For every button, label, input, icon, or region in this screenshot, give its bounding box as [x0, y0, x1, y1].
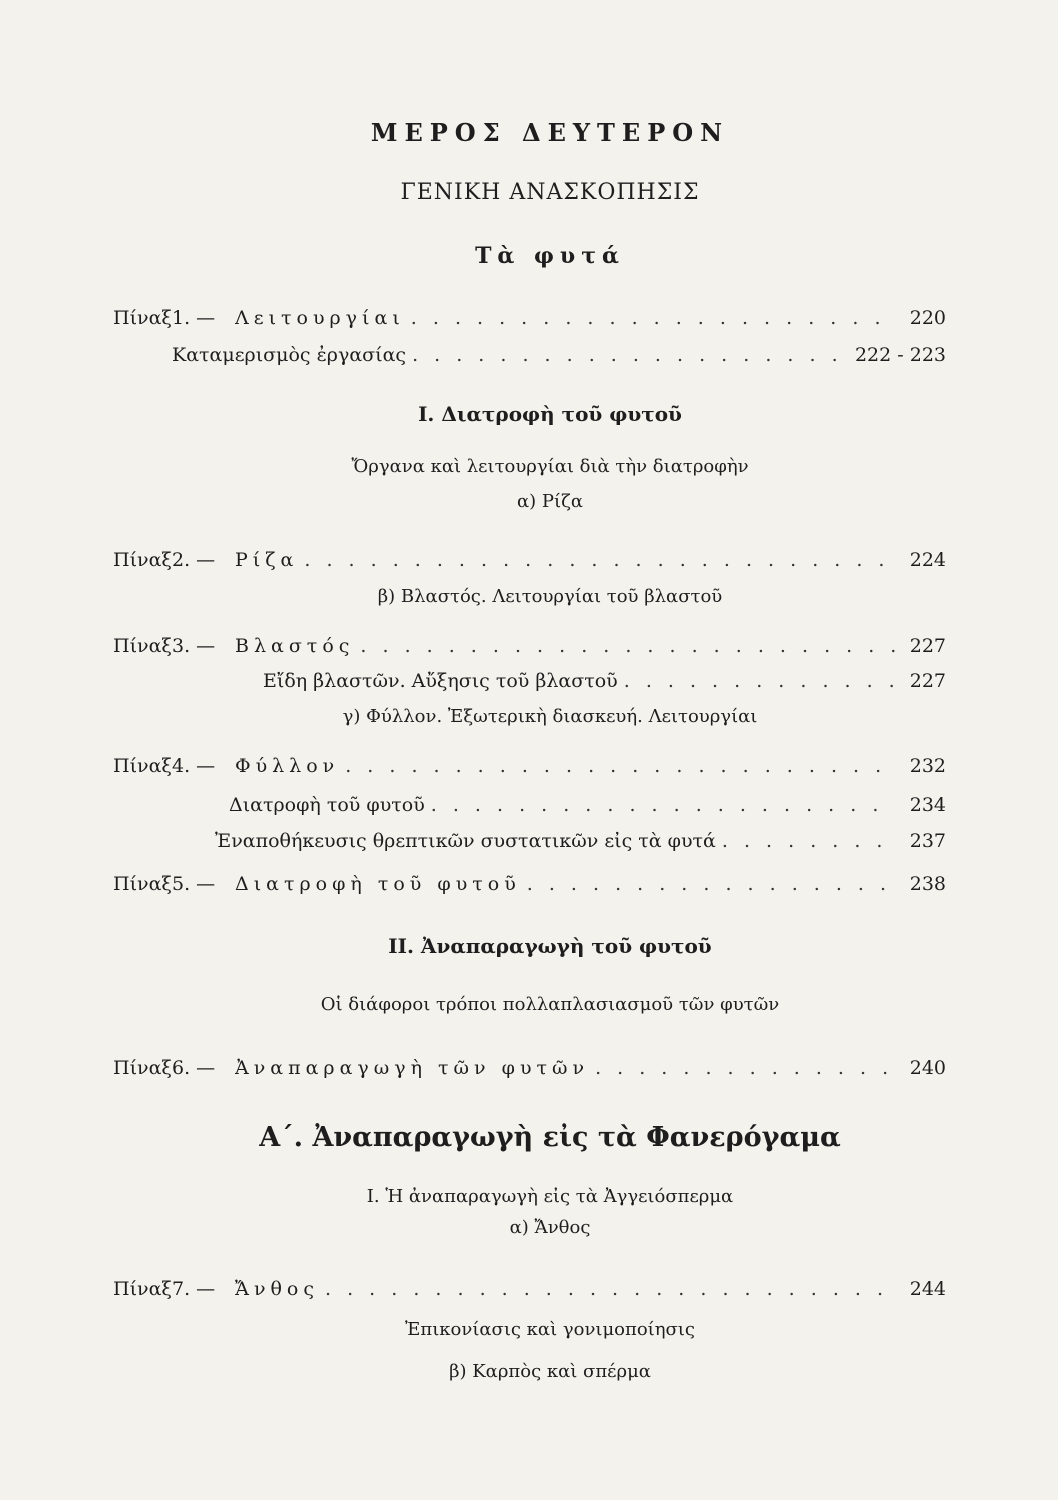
- toc-entry: [0, 546, 1058, 574]
- table-number: 7. —: [172, 1278, 216, 1300]
- page-number: 234: [909, 794, 946, 816]
- leader-dots: [595, 1054, 895, 1082]
- page-number: 220: [909, 307, 946, 329]
- subsection-heading-pollination: Ἐπικονίασις καὶ γονιμοποίησις: [405, 1319, 695, 1340]
- page-number: 224: [909, 549, 946, 571]
- entry-title: Διατροφὴ τοῦ φυτοῦ: [229, 794, 425, 816]
- entry-title: Βλαστός: [235, 635, 355, 657]
- toc-entry: [0, 870, 1058, 898]
- entry-title: Ἀναπαραγωγὴ τῶν φυτῶν: [235, 1057, 590, 1079]
- page-number: 237: [909, 830, 946, 852]
- entry-title: Διατροφὴ τοῦ φυτοῦ: [235, 873, 521, 895]
- toc-entry: [0, 1054, 1058, 1082]
- entry-title: Ἐναποθήκευσις θρεπτικῶν συστατικῶν εἰς τὰ φυτά: [215, 830, 716, 852]
- page-number: 238: [909, 873, 946, 895]
- subsection-heading-stem: β) Βλαστός. Λειτουργίαι τοῦ βλαστοῦ: [377, 586, 723, 607]
- table-label: Πίναξ: [113, 549, 172, 571]
- table-number: 1. —: [172, 307, 216, 329]
- leader-dots: [345, 752, 895, 780]
- entry-title: Ρίζα: [235, 549, 299, 571]
- section-heading-reproduction: II. Ἀναπαραγωγὴ τοῦ φυτοῦ: [388, 934, 712, 958]
- entry-title: Καταμερισμὸς ἐργασίας: [172, 344, 407, 366]
- leader-dots: [431, 791, 895, 819]
- table-number: 6. —: [172, 1057, 216, 1079]
- entry-title: Ἄνθος: [235, 1278, 320, 1300]
- page-number: 240: [909, 1057, 946, 1079]
- toc-entry: [0, 1275, 1058, 1303]
- chapter-heading-phanerogams: Α΄. Ἀναπαραγωγὴ εἰς τὰ Φανερόγαμα: [259, 1122, 841, 1153]
- entry-title: Φύλλον: [235, 755, 340, 777]
- page-number: 232: [909, 755, 946, 777]
- leader-dots: [325, 1275, 895, 1303]
- leader-dots: [360, 632, 895, 660]
- table-label: Πίναξ: [113, 873, 172, 895]
- section-heading-nutrition: I. Διατροφὴ τοῦ φυτοῦ: [418, 402, 682, 426]
- leader-dots: [304, 546, 895, 574]
- table-label: Πίναξ: [113, 1278, 172, 1300]
- subsection-heading-flower: α) Ἄνθος: [509, 1217, 591, 1238]
- entry-title: Εἴδη βλαστῶν. Αὔξησις τοῦ βλαστοῦ: [263, 670, 618, 692]
- toc-entry: [0, 632, 1058, 660]
- section-subheading: Οἱ διάφοροι τρόποι πολλαπλασιασμοῦ τῶν φυτῶν: [320, 994, 780, 1015]
- subsection-heading-fruit: β) Καρπὸς καὶ σπέρμα: [449, 1361, 651, 1382]
- plants-heading: Τὰ φυτά: [475, 243, 625, 269]
- entry-title: Λειτουργίαι: [235, 307, 405, 329]
- leader-dots: [412, 341, 842, 369]
- page-number: 227: [909, 670, 946, 692]
- toc-entry: [0, 752, 1058, 780]
- toc-entry: [0, 341, 1058, 369]
- toc-entry: [0, 667, 1058, 695]
- toc-entry: [0, 827, 1058, 855]
- leader-dots: [624, 667, 895, 695]
- section-subheading: Ὄργανα καὶ λειτουργίαι διὰ τὴν διατροφὴν: [351, 456, 749, 477]
- table-number: 5. —: [172, 873, 216, 895]
- part-title: ΜΕΡΟΣ ΔΕΥΤΕΡΟΝ: [370, 118, 730, 147]
- page-number: 222 - 223: [854, 344, 946, 366]
- table-label: Πίναξ: [113, 1057, 172, 1079]
- table-label: Πίναξ: [113, 755, 172, 777]
- leader-dots: [527, 870, 895, 898]
- table-number: 3. —: [172, 635, 216, 657]
- table-number: 2. —: [172, 549, 216, 571]
- overview-heading: ΓΕΝΙΚΗ ΑΝΑΣΚΟΠΗΣΙΣ: [400, 180, 700, 205]
- subsection-heading-angiosperms: I. Ἡ ἀναπαραγωγὴ εἰς τὰ Ἀγγειόσπερμα: [366, 1186, 734, 1207]
- page-number: 244: [909, 1278, 946, 1300]
- subsection-heading-leaf: γ) Φύλλον. Ἐξωτερικὴ διασκευή. Λειτουργίαι: [342, 706, 758, 727]
- toc-entry: [0, 791, 1058, 819]
- table-number: 4. —: [172, 755, 216, 777]
- toc-entry: [0, 304, 1058, 332]
- subsection-heading-root: α) Ρίζα: [517, 491, 583, 512]
- leader-dots: [411, 304, 895, 332]
- table-label: Πίναξ: [113, 307, 172, 329]
- leader-dots: [722, 827, 895, 855]
- table-label: Πίναξ: [113, 635, 172, 657]
- page-number: 227: [909, 635, 946, 657]
